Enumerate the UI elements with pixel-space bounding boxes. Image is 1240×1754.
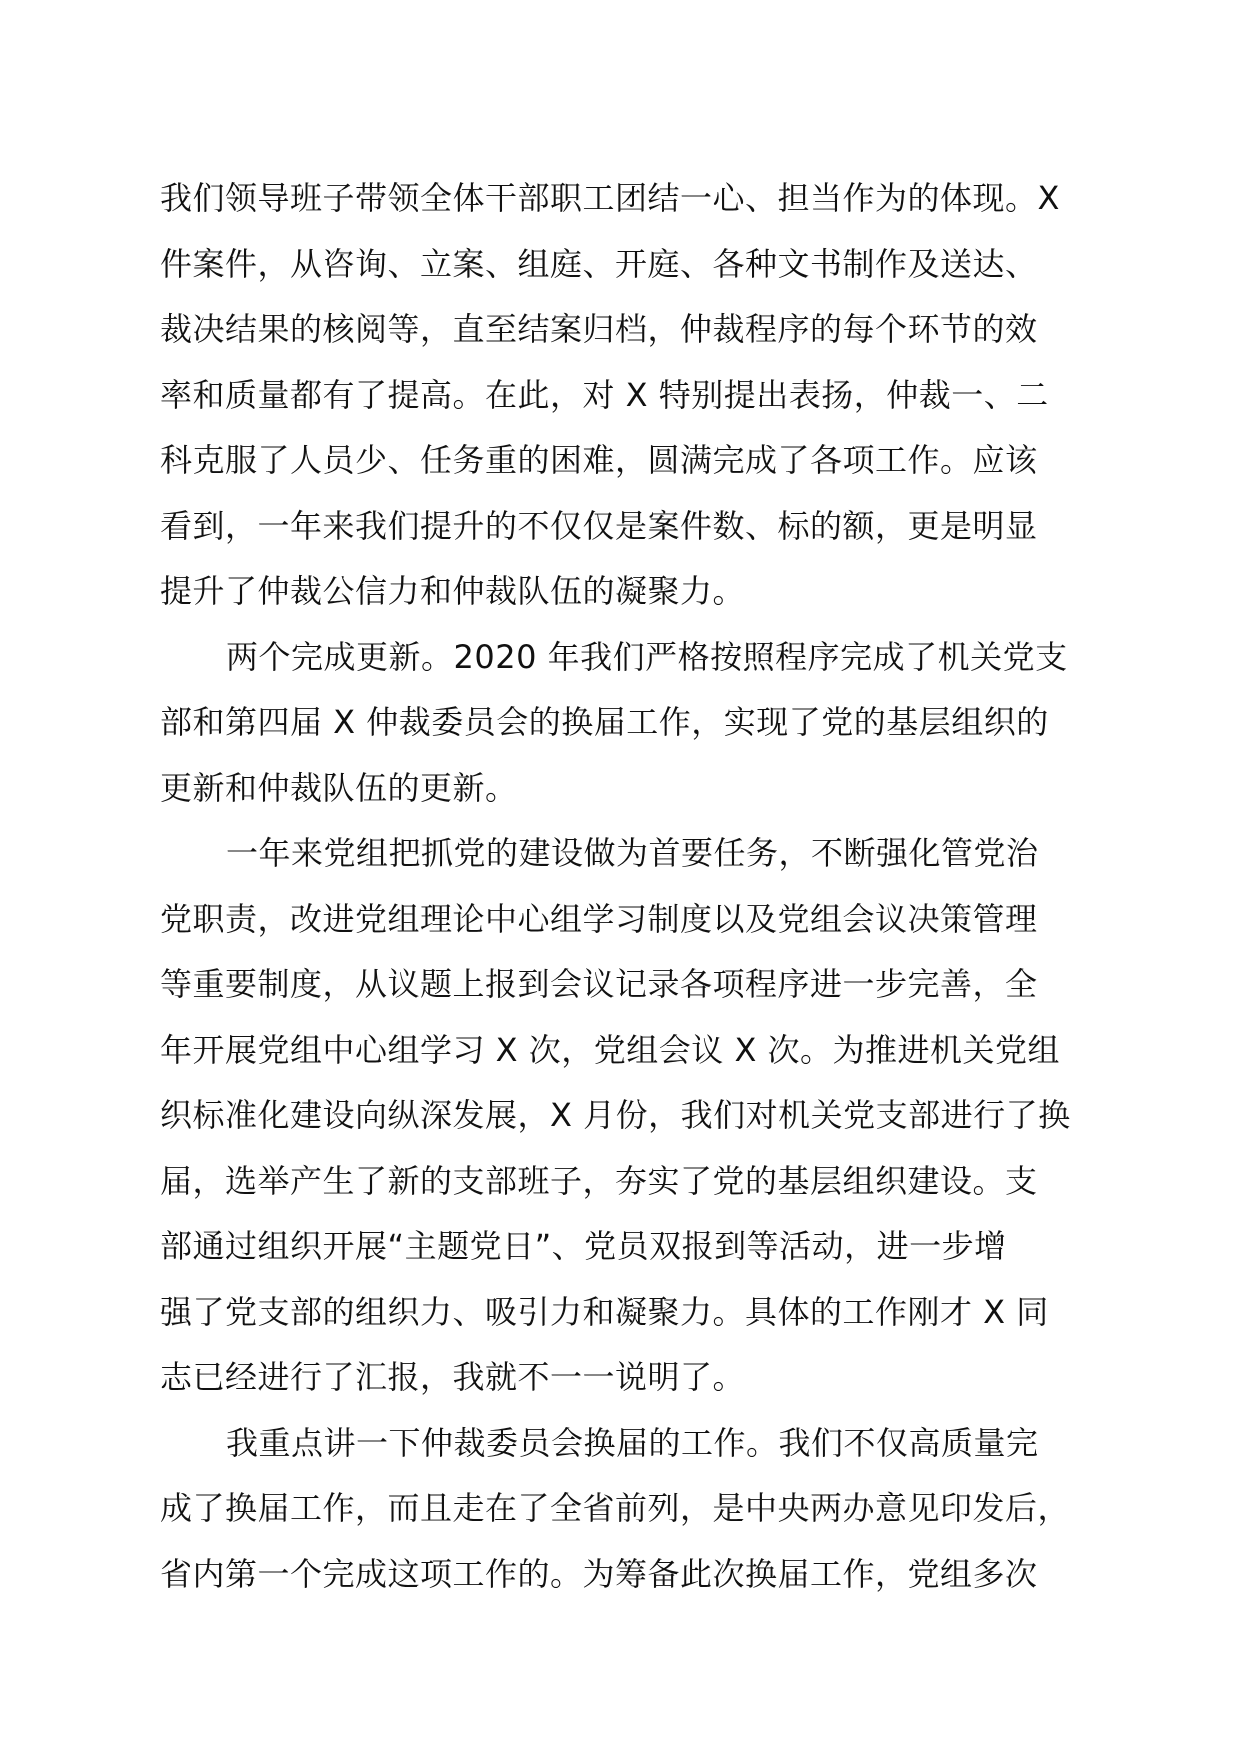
text-line: 裁决结果的核阅等，直至结案归档，仲裁程序的每个环节的效 [160, 310, 1038, 348]
paragraph-first-line: 我重点讲一下仲裁委员会换届的工作。我们不仅高质量完 [226, 1423, 1039, 1462]
paragraph-first-line: 一年来党组把抓党的建设做为首要任务，不断强化管党治 [226, 834, 1039, 872]
body-text [160, 166, 1100, 1607]
text-line: 届，选举产生了新的支部班子，夯实了党的基层组织建设。支 [160, 1161, 1038, 1200]
text-line: 科克服了人员少、任务重的困难，圆满完成了各项工作。应该 [160, 441, 1038, 479]
text-line: 年开展党组中心组学习 X 次，党组会议 X 次。为推进机关党组 [160, 1030, 1061, 1069]
paragraph-first-line: 两个完成更新。2020 年我们严格按照程序完成了机关党支 [226, 637, 1068, 676]
text-line: 提升了仲裁公信力和仲裁队伍的凝聚力。 [160, 572, 746, 610]
text-line: 省内第一个完成这项工作的。为筹备此次换届工作，党组多次 [160, 1554, 1038, 1593]
text-line: 志已经进行了汇报，我就不一一说明了。 [160, 1358, 746, 1396]
text-line: 强了党支部的组织力、吸引力和凝聚力。具体的工作刚才 X 同 [160, 1292, 1049, 1331]
text-line: 看到，一年来我们提升的不仅仅是案件数、标的额，更是明显 [160, 506, 1038, 545]
text-line: 成了换届工作，而且走在了全省前列，是中央两办意见印发后， [160, 1489, 1071, 1527]
text-line: 率和质量都有了提高。在此，对 X 特别提出表扬，仲裁一、二 [160, 375, 1049, 414]
text-line: 织标准化建设向纵深发展，X 月份，我们对机关党支部进行了换 [160, 1096, 1071, 1134]
text-line: 党职责，改进党组理论中心组学习制度以及党组会议决策管理 [160, 899, 1038, 938]
text-line: 件案件，从咨询、立案、组庭、开庭、各种文书制作及送达、 [160, 244, 1038, 283]
text-line: 部通过组织开展“主题党日”、党员双报到等活动，进一步增 [160, 1227, 1007, 1265]
text-line: 部和第四届 X 仲裁委员会的换届工作，实现了党的基层组织的 [160, 703, 1049, 741]
text-line: 我们领导班子带领全体干部职工团结一心、担当作为的体现。X [160, 179, 1060, 217]
text-line: 等重要制度，从议题上报到会议记录各项程序进一步完善，全 [160, 965, 1038, 1003]
text-line: 更新和仲裁队伍的更新。 [160, 768, 518, 807]
